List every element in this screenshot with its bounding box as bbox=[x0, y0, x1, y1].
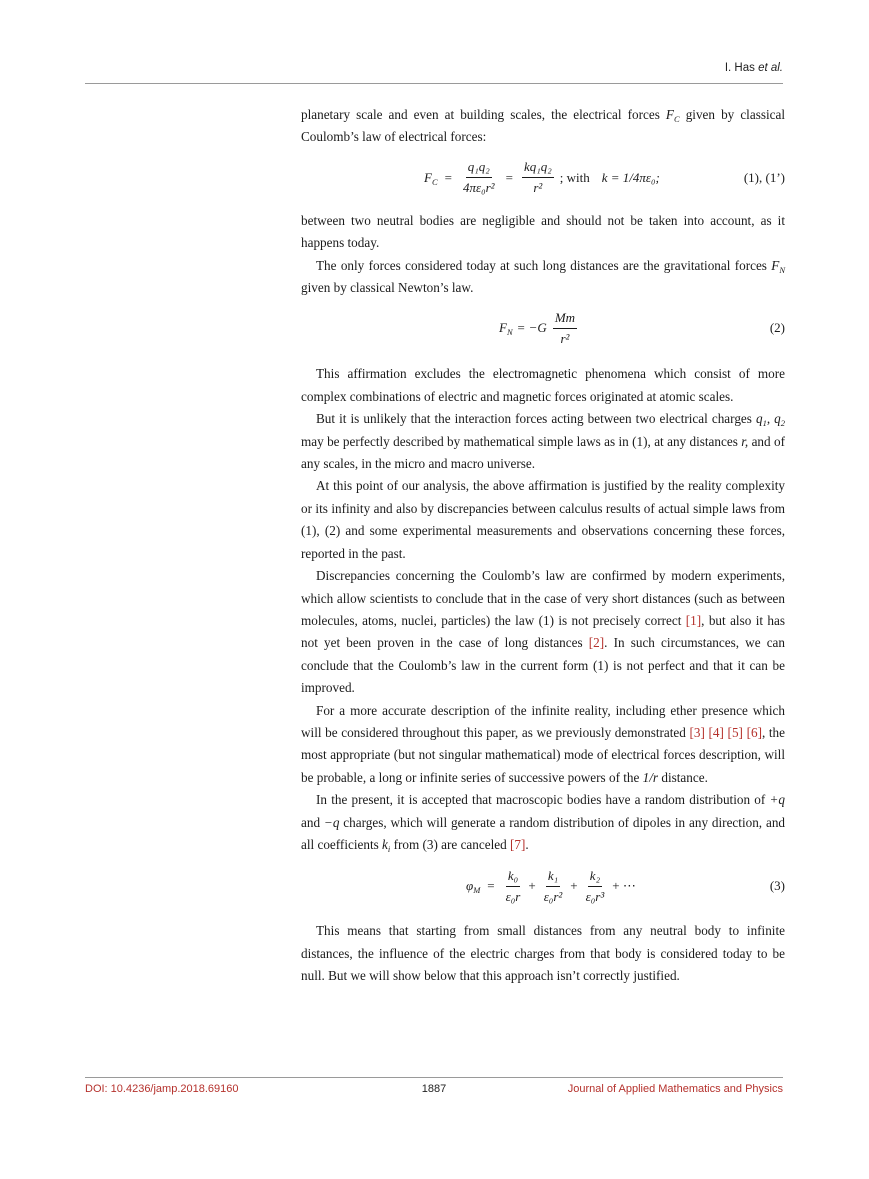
eq1-fraction-1 bbox=[461, 159, 497, 196]
symbol-q1 bbox=[755, 411, 767, 429]
numerator: q₁q₂ bbox=[466, 159, 492, 178]
plus-sign: + bbox=[528, 878, 536, 894]
citation-link[interactable]: [5] bbox=[727, 724, 743, 740]
equation-1-number: (1), (1’) bbox=[743, 169, 785, 185]
subscript: N bbox=[506, 327, 513, 338]
equation-3 bbox=[301, 856, 785, 916]
text-run: planetary scale and even at building scales, the electrical forces bbox=[301, 107, 666, 122]
paragraph-6: At this point of our analysis, the above affirmation is justified by the reality complexity or its infinity and also by discrepancies between calculus results of actual simple laws from (1), (2) and some experimental measurements and observations concerning these forces, reported in the past. bbox=[301, 478, 785, 561]
equation-2-body bbox=[499, 299, 579, 357]
paragraph-4: This affirmation excludes the electromagnetic phenomena which consist of more complex combinations of electric and magnetic forces originated at atomic scales. bbox=[301, 366, 785, 404]
equals-sign: = bbox=[505, 169, 513, 185]
text-run: distance. bbox=[658, 769, 708, 785]
symbol-inverse-r: 1/r bbox=[642, 769, 659, 785]
text-run: , but also it has not yet been proven in the case of long distances bbox=[301, 612, 785, 651]
text-run: may be perfectly described by mathematical simple laws as in (1), at any distances bbox=[301, 433, 742, 449]
numerator: kq₁q₂ bbox=[522, 159, 554, 178]
running-header-author bbox=[725, 62, 783, 74]
symbol-q2 bbox=[774, 411, 786, 429]
text-run: In the present, it is accepted that macroscopic bodies have a random distribution of bbox=[316, 792, 770, 808]
paragraph-5 bbox=[301, 408, 785, 475]
symbol-r: r, bbox=[741, 433, 749, 449]
equation-1 bbox=[301, 149, 785, 207]
paragraph-8 bbox=[301, 700, 785, 790]
equation-3-body bbox=[466, 856, 636, 916]
paragraph-9 bbox=[301, 789, 785, 856]
subscript: 1 bbox=[762, 418, 767, 429]
subscript: C bbox=[673, 114, 680, 124]
paragraph-1 bbox=[301, 104, 785, 149]
text-run: and bbox=[301, 814, 324, 830]
equation-2 bbox=[301, 299, 785, 357]
page-number: 1887 bbox=[421, 1083, 447, 1095]
denominator: ε₀r² bbox=[543, 888, 563, 904]
symbol: k bbox=[382, 836, 388, 852]
numerator: k₀ bbox=[506, 868, 520, 887]
denominator: r² bbox=[533, 180, 543, 196]
eq3-term-2 bbox=[542, 868, 565, 905]
citation-link[interactable]: [6] bbox=[746, 724, 762, 740]
text-run: and of any scales, in the micro and macro universe. bbox=[301, 433, 785, 472]
denominator: 4πε₀r² bbox=[462, 180, 495, 196]
symbol: φ bbox=[466, 878, 474, 894]
eq1-fraction-2 bbox=[522, 159, 554, 196]
symbol: F bbox=[424, 169, 432, 185]
text-run: given by classical Coulomb’s law of electrical forces: bbox=[301, 107, 785, 145]
citation-link[interactable]: [3] bbox=[689, 724, 705, 740]
subscript: M bbox=[473, 885, 481, 896]
equals-sign: = bbox=[487, 878, 495, 894]
eq2-fraction bbox=[553, 310, 577, 347]
text-run: The only forces considered today at such long distances are the gravitational forces bbox=[316, 257, 772, 273]
eq3-lhs bbox=[466, 878, 480, 894]
plus-sign: + bbox=[570, 878, 578, 894]
text-run: from (3) are canceled bbox=[390, 836, 510, 852]
citation-link[interactable]: [7] bbox=[510, 836, 526, 852]
symbol-fc bbox=[666, 107, 680, 122]
paragraph-10: This means that starting from small distances from any neutral body to infinite distances, the influence of the electric charges from that body is considered today to be null. But we will show below that this approach isn’t correctly justified. bbox=[301, 923, 785, 984]
citation-link[interactable]: [4] bbox=[708, 724, 724, 740]
symbol: F bbox=[499, 320, 507, 336]
citation-link[interactable]: [2] bbox=[588, 635, 605, 651]
equation-3-number: (3) bbox=[769, 878, 785, 894]
subscript: 2 bbox=[780, 418, 786, 429]
text-run: given by classical Newton’s law. bbox=[301, 280, 474, 296]
symbol-plus-q: +q bbox=[769, 792, 785, 808]
text-run: But it is unlikely that the interaction forces acting between two electrical charges bbox=[316, 411, 756, 427]
denominator: ε₀r³ bbox=[585, 888, 605, 904]
paragraph-3 bbox=[301, 255, 785, 300]
subscript: C bbox=[431, 176, 438, 187]
text-run: , bbox=[766, 411, 775, 427]
numerator: Mm bbox=[553, 310, 577, 329]
eq3-term-1 bbox=[504, 868, 523, 905]
paragraph-7 bbox=[301, 565, 785, 699]
denominator: ε₀r bbox=[505, 888, 521, 904]
text-run: For a more accurate description of the infinite reality, including ether presence which will be considered throughout this paper, as we previously demonstrated bbox=[301, 702, 785, 740]
eq2-lhs bbox=[499, 320, 513, 336]
eq3-ellipsis: + ⋯ bbox=[612, 878, 636, 894]
text-run: Discrepancies concerning the Coulomb’s law are confirmed by modern experiments, which allow scientists to conclude that in the case of very short distances (such as between molecules, atoms, nuclei, particles) the law (1) is not precisely correct bbox=[301, 568, 785, 628]
eq1-with: ; with bbox=[559, 169, 590, 185]
equation-1-body bbox=[424, 149, 660, 207]
footer-journal-link[interactable]: Journal of Applied Mathematics and Physics bbox=[567, 1083, 783, 1095]
symbol: F bbox=[665, 107, 674, 122]
eq1-k-definition: k = 1/4πε₀; bbox=[601, 169, 660, 185]
eq3-term-3 bbox=[584, 868, 607, 905]
body-text bbox=[301, 104, 785, 988]
subscript: i bbox=[387, 843, 391, 854]
author-name: I. Has bbox=[724, 62, 759, 74]
eq2-rhs-prefix: = −G bbox=[516, 320, 547, 336]
symbol: F bbox=[771, 257, 780, 273]
header-rule bbox=[85, 83, 783, 84]
denominator: r² bbox=[560, 330, 570, 346]
eq1-lhs bbox=[424, 170, 438, 186]
footer-rule bbox=[85, 1077, 783, 1078]
text-run: , the most appropriate (but not singular mathematical) mode of electrical forces description, will be probable, a long or infinite series of successive powers of the bbox=[301, 724, 786, 785]
author-etal: et al. bbox=[758, 62, 783, 74]
text-run: . bbox=[525, 836, 529, 852]
subscript: N bbox=[779, 264, 785, 275]
footer-doi-link[interactable]: DOI: 10.4236/jamp.2018.69160 bbox=[85, 1083, 239, 1095]
numerator: k₁ bbox=[546, 868, 560, 887]
equation-2-number: (2) bbox=[769, 320, 785, 336]
symbol: q bbox=[774, 411, 781, 427]
text-run: charges, which will generate a random distribution of dipoles in any direction, and all coefficients bbox=[301, 814, 786, 852]
symbol: q bbox=[755, 411, 763, 427]
citation-link[interactable]: [1] bbox=[685, 612, 702, 628]
symbol-fn bbox=[771, 258, 785, 273]
paragraph-2: between two neutral bodies are negligible and should not be taken into account, as it happens today. bbox=[301, 212, 785, 251]
text-run: . In such circumstances, we can conclude that the Coulomb’s law in the current form (1) is not perfect and that it can be improved. bbox=[301, 635, 786, 696]
numerator: k₂ bbox=[588, 868, 602, 887]
symbol-minus-q: −q bbox=[323, 814, 340, 830]
equals-sign: = bbox=[444, 169, 452, 185]
